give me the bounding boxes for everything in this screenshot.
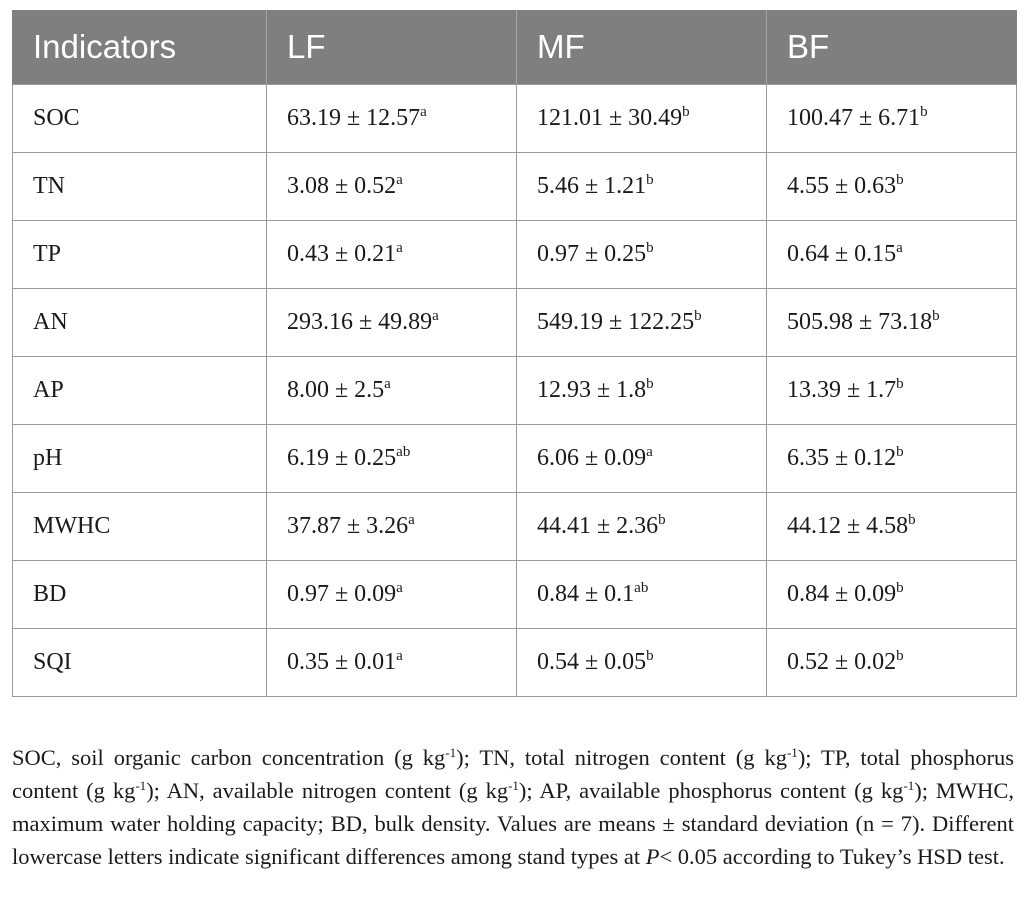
table-cell — [267, 629, 517, 697]
cell-value: 293.16 ± 49.89 — [287, 309, 433, 335]
cell-value: 549.19 ± 122.25 — [537, 309, 695, 335]
significance-letter: a — [432, 308, 439, 324]
table-row — [13, 561, 1017, 629]
header-lf: LF — [267, 10, 517, 85]
cell-value: 4.55 ± 0.63 — [787, 173, 897, 199]
table-cell — [517, 357, 767, 425]
significance-letter: b — [896, 444, 904, 460]
table-row — [13, 493, 1017, 561]
cell-value: 12.93 ± 1.8 — [537, 377, 647, 403]
table-cell — [517, 629, 767, 697]
table-cell — [267, 289, 517, 357]
row-indicator: TP — [13, 221, 267, 289]
table-cell — [517, 425, 767, 493]
table-body — [13, 85, 1017, 697]
table-cell — [767, 221, 1017, 289]
table-cell — [767, 85, 1017, 153]
significance-letter: b — [646, 172, 654, 188]
table-cell — [767, 561, 1017, 629]
significance-letter: a — [384, 376, 391, 392]
row-indicator: BD — [13, 561, 267, 629]
header-mf: MF — [517, 10, 767, 85]
table-cell — [767, 289, 1017, 357]
header-row — [13, 10, 1017, 85]
significance-letter: b — [908, 512, 916, 528]
significance-letter: a — [396, 580, 403, 596]
table-row — [13, 289, 1017, 357]
significance-letter: b — [646, 376, 654, 392]
table-row — [13, 221, 1017, 289]
table-cell — [767, 153, 1017, 221]
table-cell — [267, 357, 517, 425]
cell-value: 6.35 ± 0.12 — [787, 445, 897, 471]
cell-value: 0.64 ± 0.15 — [787, 241, 897, 267]
table-cell — [767, 357, 1017, 425]
significance-letter: a — [646, 444, 653, 460]
table-row — [13, 85, 1017, 153]
row-indicator: SOC — [13, 85, 267, 153]
significance-letter: b — [896, 172, 904, 188]
header-bf: BF — [767, 10, 1017, 85]
table-row — [13, 629, 1017, 697]
cell-value: 5.46 ± 1.21 — [537, 173, 647, 199]
row-indicator: SQI — [13, 629, 267, 697]
row-indicator: AN — [13, 289, 267, 357]
row-indicator: pH — [13, 425, 267, 493]
soil-indicators-table — [12, 10, 1017, 697]
cell-value: 505.98 ± 73.18 — [787, 309, 933, 335]
table-footnote: SOC, soil organic carbon concentration (g $kg^{-1}$); TN, total nitrogen content (g $kg^{-1}$); TP, total phosphorus content (g $kg^{-1}$); AN, available nitrogen content (g $kg^{-1}$); AP, available phosphorus content (g $kg^{-1}$); MWHC, maximum water holding capacity; BD, bulk density. Values are means ± standard deviation (n = 7). Different lowercase letters indicate significant differences among stand types at P< 0.05 according to Tukey’s HSD test. — [12, 744, 1015, 869]
cell-value: 0.97 ± 0.25 — [537, 241, 647, 267]
table-cell — [767, 629, 1017, 697]
significance-letter: a — [396, 648, 403, 664]
significance-letter: a — [408, 512, 415, 528]
table-cell — [517, 85, 767, 153]
table-row — [13, 153, 1017, 221]
cell-value: 0.84 ± 0.09 — [787, 581, 897, 607]
significance-letter: b — [920, 104, 928, 120]
table-row — [13, 357, 1017, 425]
significance-letter: ab — [396, 444, 411, 460]
cell-value: 44.12 ± 4.58 — [787, 513, 909, 539]
cell-value: 3.08 ± 0.52 — [287, 173, 397, 199]
significance-letter: ab — [634, 580, 649, 596]
cell-value: 0.52 ± 0.02 — [787, 649, 897, 675]
table-cell — [767, 493, 1017, 561]
table-cell — [517, 289, 767, 357]
significance-letter: a — [396, 240, 403, 256]
significance-letter: b — [896, 580, 904, 596]
significance-letter: b — [694, 308, 702, 324]
table-cell — [517, 153, 767, 221]
table-cell — [517, 493, 767, 561]
cell-value: 6.06 ± 0.09 — [537, 445, 647, 471]
cell-value: 0.35 ± 0.01 — [287, 649, 397, 675]
table-cell — [267, 425, 517, 493]
significance-letter: b — [896, 376, 904, 392]
table-cell — [267, 221, 517, 289]
table-cell — [267, 561, 517, 629]
cell-value: 13.39 ± 1.7 — [787, 377, 897, 403]
significance-letter: a — [396, 172, 403, 188]
table-cell — [767, 425, 1017, 493]
significance-letter: b — [646, 648, 654, 664]
significance-letter: b — [682, 104, 690, 120]
cell-value: 121.01 ± 30.49 — [537, 105, 683, 131]
header-indicators: Indicators — [13, 10, 267, 85]
significance-letter: b — [932, 308, 940, 324]
table-cell — [517, 221, 767, 289]
row-indicator: TN — [13, 153, 267, 221]
significance-letter: b — [646, 240, 654, 256]
cell-value: 6.19 ± 0.25 — [287, 445, 397, 471]
cell-value: 37.87 ± 3.26 — [287, 513, 409, 539]
cell-value: 8.00 ± 2.5 — [287, 377, 385, 403]
cell-value: 44.41 ± 2.36 — [537, 513, 659, 539]
significance-letter: b — [658, 512, 666, 528]
table-cell — [267, 85, 517, 153]
table-cell — [267, 493, 517, 561]
cell-value: 0.54 ± 0.05 — [537, 649, 647, 675]
significance-letter: a — [896, 240, 903, 256]
data-table-container — [12, 10, 1016, 697]
significance-letter: a — [420, 104, 427, 120]
table-cell — [517, 561, 767, 629]
cell-value: 63.19 ± 12.57 — [287, 105, 421, 131]
cell-value: 0.84 ± 0.1 — [537, 581, 635, 607]
row-indicator: MWHC — [13, 493, 267, 561]
row-indicator: AP — [13, 357, 267, 425]
significance-letter: b — [896, 648, 904, 664]
table-header — [13, 10, 1017, 85]
table-row — [13, 425, 1017, 493]
cell-value: 100.47 ± 6.71 — [787, 105, 921, 131]
cell-value: 0.97 ± 0.09 — [287, 581, 397, 607]
cell-value: 0.43 ± 0.21 — [287, 241, 397, 267]
table-cell — [267, 153, 517, 221]
